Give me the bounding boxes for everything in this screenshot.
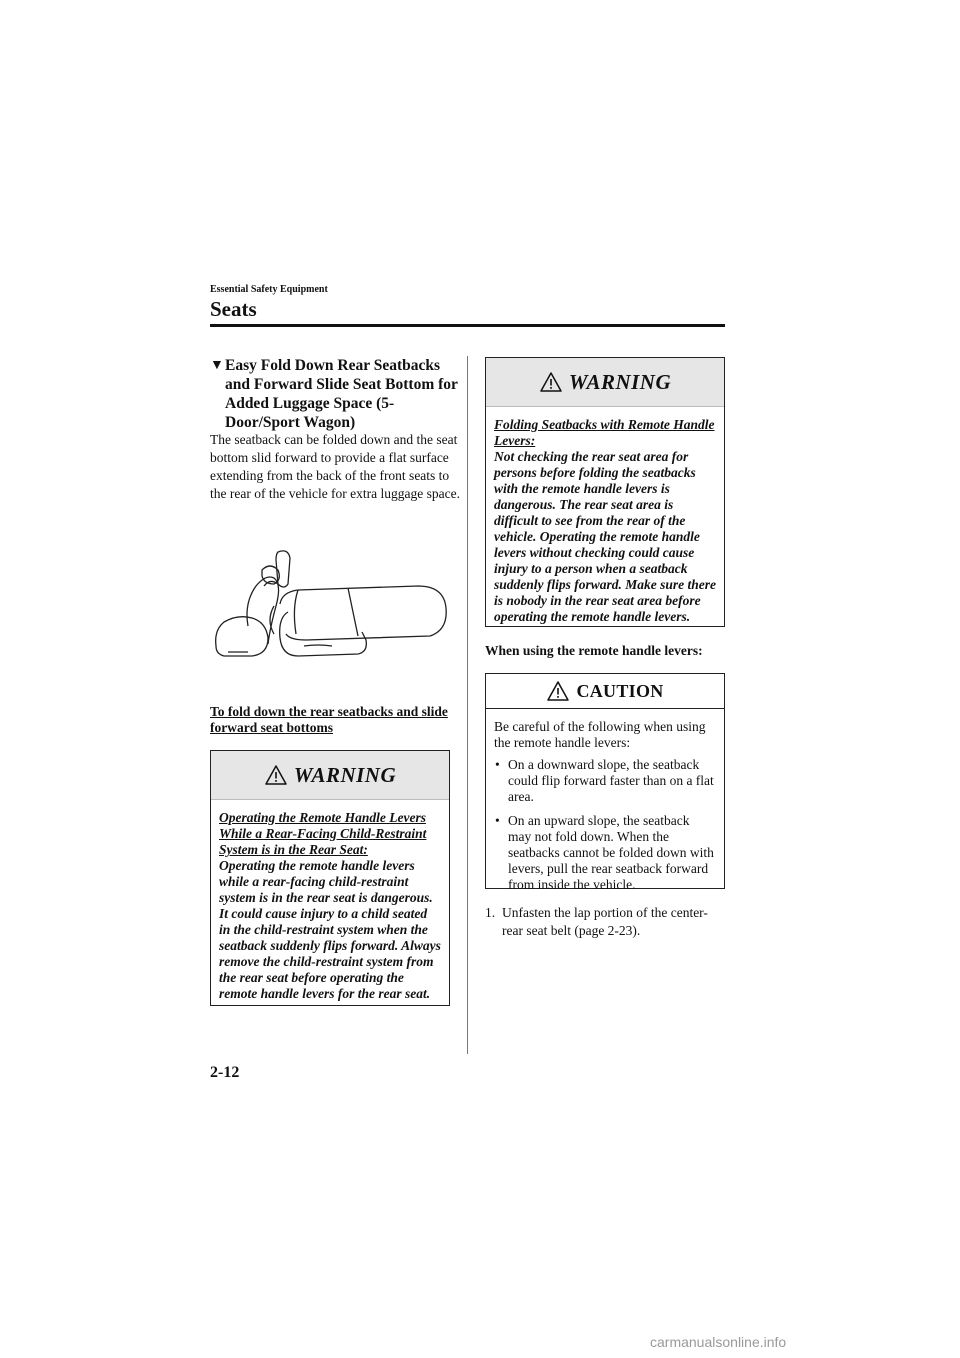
down-triangle-icon: ▼ (210, 358, 224, 373)
warning-subtitle: Folding Seatbacks with Remote Handle Levers: (494, 417, 715, 448)
warning-header (486, 358, 724, 407)
column-divider (467, 356, 468, 1054)
step-number: 1. (485, 905, 496, 920)
caution-list (494, 757, 716, 893)
caution-header (486, 674, 724, 709)
list-item (494, 813, 716, 893)
bullet-icon: • (495, 757, 500, 772)
intro-paragraph: The seatback can be folded down and the seat bottom slid forward to provide a flat surface extending from the back of the front seats to the rear of the vehicle for extra luggage space. (210, 432, 460, 501)
page-number: 2-12 (210, 1064, 240, 1081)
warning-icon (264, 764, 288, 786)
caution-intro: Be careful of the following when using the remote handle levers: (494, 719, 706, 750)
section-heading (210, 356, 460, 432)
list-item (494, 757, 716, 805)
folded-seats-illustration (208, 548, 458, 663)
when-using-label: When using the remote handle levers: (485, 643, 703, 658)
step-text: Unfasten the lap portion of the center-rear seat belt (page 2-23). (502, 905, 708, 938)
caution-icon (546, 680, 570, 702)
section-label: Essential Safety Equipment (210, 284, 328, 295)
watermark: carmanualsonline.info (650, 1334, 787, 1350)
warning-text: Operating the remote handle levers while a rear-facing child-restraint system is in the rear seat is dangerous. It could cause injury to a child seated in the child-restraint system when the seatback suddenly flips forward. Always remove the child-restraint system from the rear seat before operating the remote handle levers for the rear seat. (219, 858, 441, 1001)
bullet-icon: • (495, 813, 500, 828)
warning-subtitle: Operating the Remote Handle Levers While a Rear-Facing Child-Restraint System is in the Rear Seat: (219, 810, 427, 857)
warning-icon (539, 371, 563, 393)
step-1 (485, 904, 725, 940)
warning-title: WARNING (568, 369, 672, 394)
caution-title: CAUTION (576, 680, 664, 701)
warning-box-child-restraint (210, 750, 450, 1006)
caution-item-text: On a downward slope, the seatback could flip forward faster than on a flat area. (508, 757, 714, 804)
warning-header (211, 751, 449, 800)
subheading: To fold down the rear seatbacks and slide forward seat bottoms (210, 704, 448, 735)
caution-item-text: On an upward slope, the seatback may not fold down. When the seatbacks cannot be folded down with levers, pull the rear seatback forward from inside the vehicle. (508, 813, 714, 892)
warning-text: Not checking the rear seat area for persons before folding the seatbacks with the remote handle levers is dangerous. The rear seat area is difficult to see from the rear of the vehicle. Operating the remote handle levers without checking could cause injury to a person when a seatback suddenly flips forward. Make sure there is nobody in the rear seat area before operating the remote handle levers. (494, 449, 717, 624)
warning-title: WARNING (293, 762, 397, 787)
warning-box-remote-levers (485, 357, 725, 627)
caution-box (485, 673, 725, 892)
header-rule (210, 324, 725, 327)
page-title: Seats (210, 297, 257, 321)
section-heading-text: Easy Fold Down Rear Seatbacks and Forward Slide Seat Bottom for Added Luggage Space (5-Door/Sport Wagon) (225, 357, 458, 431)
